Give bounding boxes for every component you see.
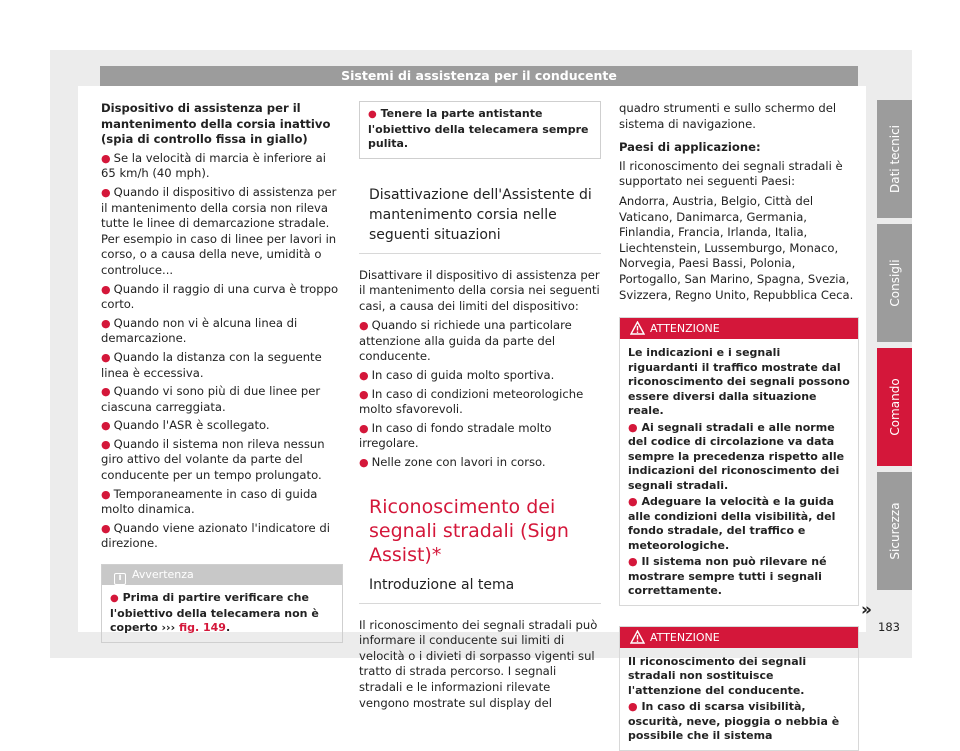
warning-box [619,626,859,751]
list-item: ● Quando non vi è alcuna linea di demarcazione. [101,315,298,346]
paragraph: Disattivare il dispositivo di assistenza per il mantenimento della corsia nei seguenti casi, a causa dei limiti del dispositivo: [359,267,600,313]
tab-consigli[interactable]: Consigli [877,224,912,342]
note-body: ● Prima di partire verificare che l'obiettivo della telecamera non è coperto ››› fig. 149. [110,591,319,635]
bullet-icon: ● [628,495,642,509]
tab-sicurezza[interactable]: Sicurezza [877,472,912,590]
list-item: ● Adeguare la velocità e la guida alle condizioni della visibilità, del fondo stradale, del traffico e meteorologiche. [628,495,836,552]
page-number: 183 [878,620,900,634]
column-middle [359,101,601,714]
bullet-icon: ● [628,700,642,714]
list-item: ● Quando viene azionato l'indicatore di direzione. [101,520,330,551]
tip-box: ● Tenere la parte antistante l'obiettivo della telecamera sempre pulita. [359,101,601,159]
column-left [101,101,343,643]
list-item: ● Quando vi sono più di due linee per ciascuna carreggiata. [101,384,321,414]
warning-header [620,318,858,339]
bullet-icon: ● [101,282,111,296]
bullet-icon: ● [359,456,369,470]
bullet-icon: ● [359,369,369,383]
warning-label: ATTENZIONE [650,322,720,336]
note-header [102,565,342,585]
bullet-icon: ● [359,387,369,401]
list-item: ● Quando la distanza con la seguente linea è eccessiva. [101,349,322,380]
list-item: ● Quando il dispositivo di assistenza per il mantenimento della corsia non rileva tutte le linee di demarcazione stradale. Per esempio in caso di linee per lavori in corso, o a causa della neve, umidità o controluce... [101,184,337,277]
chapter-title: Riconoscimento dei segnali stradali (Sign Assist)* [369,495,569,566]
list-item: ● In caso di scarsa visibilità, oscurità, neve, pioggia o nebbia è possibile che il sistema [628,700,840,743]
countries-heading: Paesi di applicazione: [619,140,761,155]
bullet-icon: ● [359,319,369,333]
figure-link[interactable]: fig. 149 [178,621,226,635]
note-box [101,564,343,643]
bullet-icon: ● [101,419,111,433]
tab-comando[interactable]: Comando [877,348,912,466]
paragraph: quadro strumenti e sullo schermo del sistema di navigazione. [619,101,837,131]
paragraph: Il riconoscimento dei segnali stradali è supportato nei seguenti Paesi: [619,158,843,189]
subsection-title: Introduzione al tema [359,575,601,604]
bullet-icon: ● [101,185,111,199]
list-item: ● Quando il sistema non rileva nessun giro attivo del volante da parte del conducente per un tempo prolungato. [101,436,325,483]
warning-icon [630,630,645,644]
bullet-icon: ● [628,420,642,434]
bullet-icon: ● [101,316,111,330]
list-item: ● In caso di guida molto sportiva. [359,368,555,383]
bullet-icon: ● [628,555,642,569]
column-right [619,101,859,751]
list-item: ● Quando il raggio di una curva è troppo corto. [101,281,339,312]
bullet-list [101,151,343,552]
list-item: ● Quando l'ASR è scollegato. [101,418,270,433]
bullet-icon: ● [368,109,377,120]
warning-body: Il riconoscimento dei segnali stradali non sostituisce l'attenzione del conducente. ● In caso di scarsa visibilità, oscurità, neve, pioggia o nebbia è possibile che il sistema [620,648,858,750]
warning-body: Le indicazioni e i segnali riguardanti il traffico mostrate dal riconoscimento dei segnali possono essere diversi dalla situazione reale. ● Ai segnali stradali e alle norme del codice di circolazione va data sempre la precedenza rispetto alle indicazioni del riconoscimento dei segnali stradali. ● Adeguare la velocità e la guida alle condizioni della visibilità, del fondo stradale, del traffico e meteorologiche. ● Il sistema non può rilevare né mostrare sempre tutti i segnali correttamente. [628,346,850,598]
list-item: ● Se la velocità di marcia è inferiore ai 65 km/h (40 mph). [101,150,326,181]
info-icon: i [114,573,126,585]
countries-list: Andorra, Austria, Belgio, Città del Vaticano, Danimarca, Germania, Finlandia, Francia, Irlanda, Italia, Liechtenstein, Lussemburgo, Monaco, Norvegia, Paesi Bassi, Polonia, Portogallo, San Marino, Spagna, Svezia, Svizzera, Regno Unito, Repubblica Ceca. [619,193,854,302]
warning-label: ATTENZIONE [650,630,720,644]
bullet-list [359,318,601,470]
bullet-icon: ● [110,593,119,605]
section-title: Disattivazione dell'Assistente di mantenimento corsia nelle seguenti situazioni [359,185,601,254]
list-item: ● Quando si richiede una particolare attenzione alla guida da parte del conducente. [359,318,572,364]
section-heading: Dispositivo di assistenza per il mantenimento della corsia inattivo (spia di controllo fissa in giallo) [101,101,331,147]
bullet-icon: ● [101,151,111,165]
list-item: ● In caso di fondo stradale molto irregolare. [359,420,552,451]
paragraph: Il riconoscimento dei segnali stradali può informare il conducente sui limiti di velocità o i divieti di sorpasso vigenti sul tratto di strada percorso. I segnali stradali e le informazioni rilevate vengono mostrate sul display del [359,617,598,710]
note-label: Avvertenza [132,568,194,582]
warning-header [620,627,858,648]
list-item: ● Temporaneamente in caso di guida molto dinamica. [101,486,318,517]
tab-dati-tecnici[interactable]: Dati tecnici [877,100,912,218]
page-header: Sistemi di assistenza per il conducente [100,66,858,86]
warning-icon [630,321,645,335]
list-item: ● Nelle zone con lavori in corso. [359,455,546,470]
bullet-icon: ● [359,421,369,435]
list-item: ● Ai segnali stradali e alle norme del codice di circolazione va data sempre la precedenza rispetto alle indicazioni del riconoscimento dei segnali stradali. [628,420,845,492]
warning-box [619,317,859,606]
list-item: ● In caso di condizioni meteorologiche molto sfavorevoli. [359,386,584,417]
bullet-icon: ● [101,437,111,451]
bullet-icon: ● [101,350,111,364]
list-item: ● Il sistema non può rilevare né mostrare sempre tutti i segnali correttamente. [628,555,827,598]
continue-arrow-icon: » [861,600,872,620]
bullet-icon: ● [101,385,111,399]
bullet-icon: ● [101,521,111,535]
bullet-icon: ● [101,487,111,501]
